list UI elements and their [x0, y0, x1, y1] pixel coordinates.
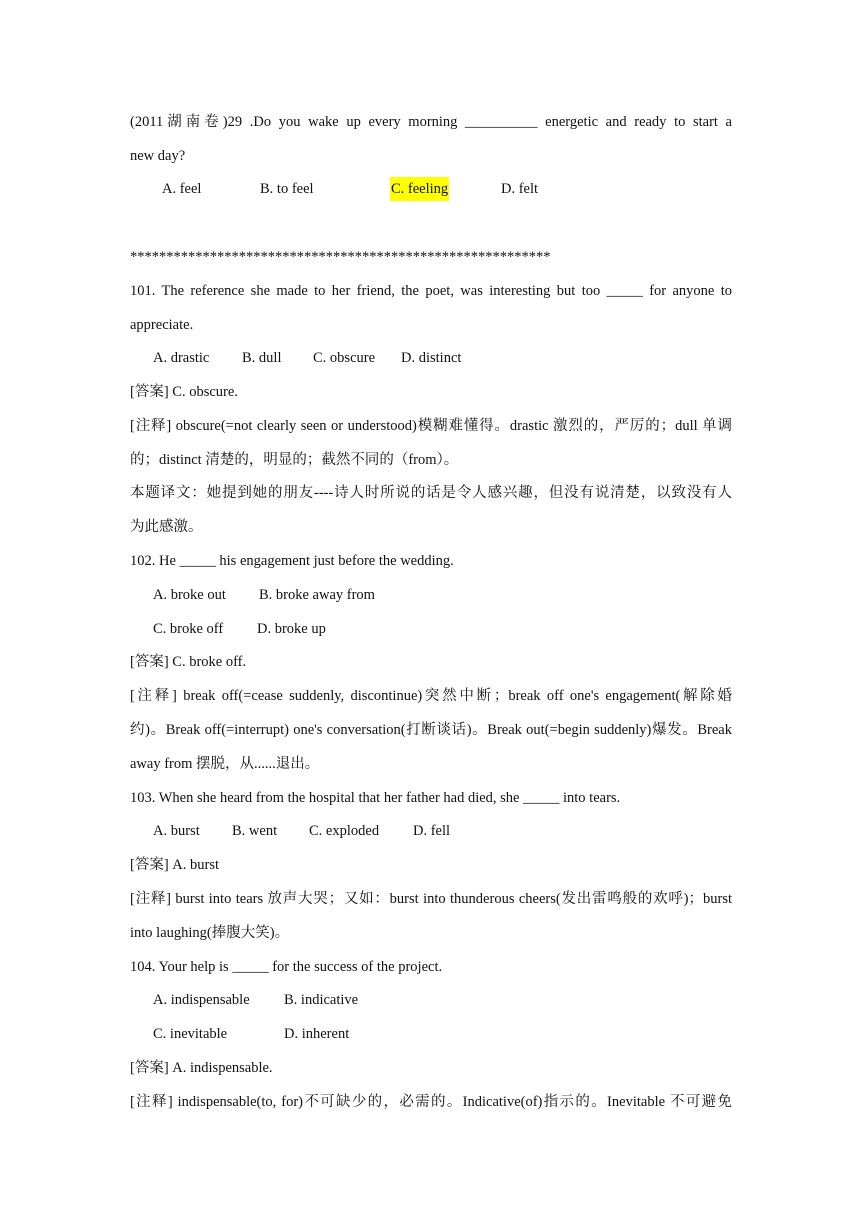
- note-103-line1: [注释] burst into tears 放声大哭；又如：burst into thunderous cheers(发出雷鸣般的欢呼)；burst: [130, 891, 732, 907]
- option-a: A. drastic: [153, 350, 210, 366]
- option-b: B. indicative: [284, 992, 359, 1008]
- option-d: D. fell: [413, 823, 451, 839]
- option-c: C. inevitable: [153, 1026, 228, 1042]
- option-b: B. went: [232, 823, 278, 839]
- option-a: A. indispensable: [153, 992, 250, 1008]
- question-101-stem-line2: appreciate.: [130, 317, 194, 333]
- option-d: D. felt: [501, 181, 539, 197]
- option-a: A. feel: [162, 181, 202, 197]
- option-b: B. to feel: [260, 181, 314, 197]
- answer-101: [答案] C. obscure.: [130, 384, 238, 400]
- option-a: A. burst: [153, 823, 200, 839]
- answer-103: [答案] A. burst: [130, 857, 220, 873]
- option-c: C. exploded: [309, 823, 380, 839]
- option-a: A. broke out: [153, 587, 226, 603]
- note-101-line1: [注释] obscure(=not clearly seen or understood)模糊难懂得。drastic 激烈的，严厉的；dull 单调: [130, 418, 732, 434]
- answer-102: [答案] C. broke off.: [130, 654, 247, 670]
- note-102-line1: [注释] break off(=cease suddenly, discontinue)突然中断；break off one's engagement(解除婚: [130, 688, 732, 704]
- question-103-stem: 103. When she heard from the hospital that her father had died, she _____ into tears.: [130, 790, 621, 806]
- option-c-highlighted: [390, 179, 449, 199]
- question-102-stem: 102. He _____ his engagement just before the wedding.: [130, 553, 454, 569]
- separator-line: **********************************************************: [130, 249, 551, 265]
- note-102-line3: away from 摆脱，从......退出。: [130, 756, 320, 772]
- option-b: B. broke away from: [259, 587, 375, 603]
- option-d: D. inherent: [284, 1026, 350, 1042]
- question-2011-stem-line2: new day?: [130, 148, 186, 164]
- translation-101-line1: 本题译文：她提到她的朋友----诗人时所说的话是令人感兴趣，但没有说清楚，以致没有人: [130, 485, 732, 501]
- option-d: D. distinct: [401, 350, 462, 366]
- question-104-stem: 104. Your help is _____ for the success of the project.: [130, 959, 443, 975]
- note-101-line2: 的；distinct 清楚的，明显的；截然不同的（from）。: [130, 452, 459, 468]
- question-101-stem-line1: 101. The reference she made to her friend, the poet, was interesting but too _____ for anyone to: [130, 283, 732, 299]
- translation-101-line2: 为此感激。: [130, 519, 203, 535]
- option-c: C. obscure: [313, 350, 376, 366]
- option-b: B. dull: [242, 350, 282, 366]
- note-102-line2: 约)。Break off(=interrupt) one's conversation(打断谈话)。Break out(=begin suddenly)爆发。Break: [130, 722, 732, 738]
- question-2011-stem-line1: (2011湖南卷)29 .Do you wake up every morning __________ energetic and ready to start a: [130, 114, 732, 130]
- option-c: C. broke off: [153, 621, 224, 637]
- option-d: D. broke up: [257, 621, 326, 637]
- answer-104: [答案] A. indispensable.: [130, 1060, 273, 1076]
- highlighted-answer: C. feeling: [390, 177, 449, 201]
- note-104-line1: [注释] indispensable(to, for)不可缺少的，必需的。Indicative(of)指示的。Inevitable 不可避免: [130, 1094, 732, 1110]
- note-103-line2: into laughing(捧腹大笑)。: [130, 925, 290, 941]
